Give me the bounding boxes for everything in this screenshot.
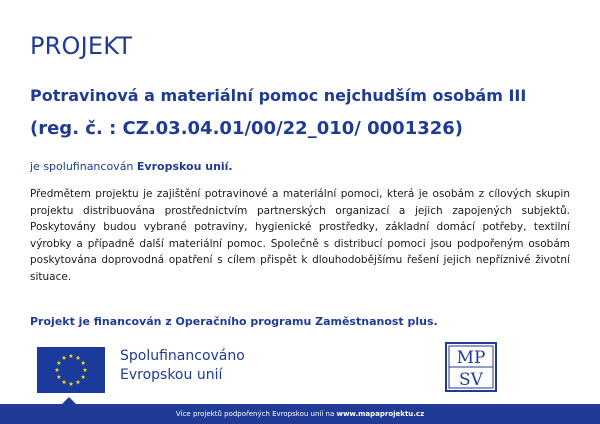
page-title: PROJEKT [30, 32, 133, 60]
project-name: Potravinová a materiální pomoc nejchudším osobám III [30, 86, 527, 105]
mpsv-logo-icon [445, 342, 497, 392]
eu-flag-icon [37, 347, 105, 393]
eu-logo-line1: Spolufinancováno [120, 348, 245, 364]
mpsv-top-text: MP [456, 348, 486, 368]
footer-link[interactable]: www.mapaprojektu.cz [336, 410, 425, 418]
project-registration-number: (reg. č. : CZ.03.04.01/00/22_010/ 0001326) [30, 118, 464, 139]
cofinanced-statement [30, 160, 233, 173]
mpsv-bottom-text: SV [459, 370, 483, 390]
project-description: Předmětem projektu je zajištění potravinové a materiální pomoci, která je osobám z cílových skupin projektu distribuována prostřednictvím partnerských organizací a jejich zapojených subjektů. Poskytovány budou vybrané potraviny, hygienické prostředky, základní domácí potřeby, textilní výrobky a případně další materiální pomoc. Společně s distribucí pomoci jsou podpořeným osobám poskytována doprovodná opatření s cílem přispět k dlouhodobějšímu řešení jejich nepříznivé životní situace. [30, 188, 570, 283]
footer-prefix: Více projektů podpořených Evropskou unií na [175, 410, 337, 418]
footer-bar [0, 404, 600, 424]
funding-statement: Projekt je financován z Operačního programu Zaměstnanost plus. [30, 315, 438, 328]
cofinanced-prefix: je spolufinancován [30, 160, 137, 173]
footer-notch [62, 397, 76, 404]
eu-logo-line2: Evropskou unií [120, 367, 223, 383]
cofinanced-bold: Evropskou unií. [136, 160, 233, 173]
eu-cofinanced-logo-text [120, 347, 245, 385]
